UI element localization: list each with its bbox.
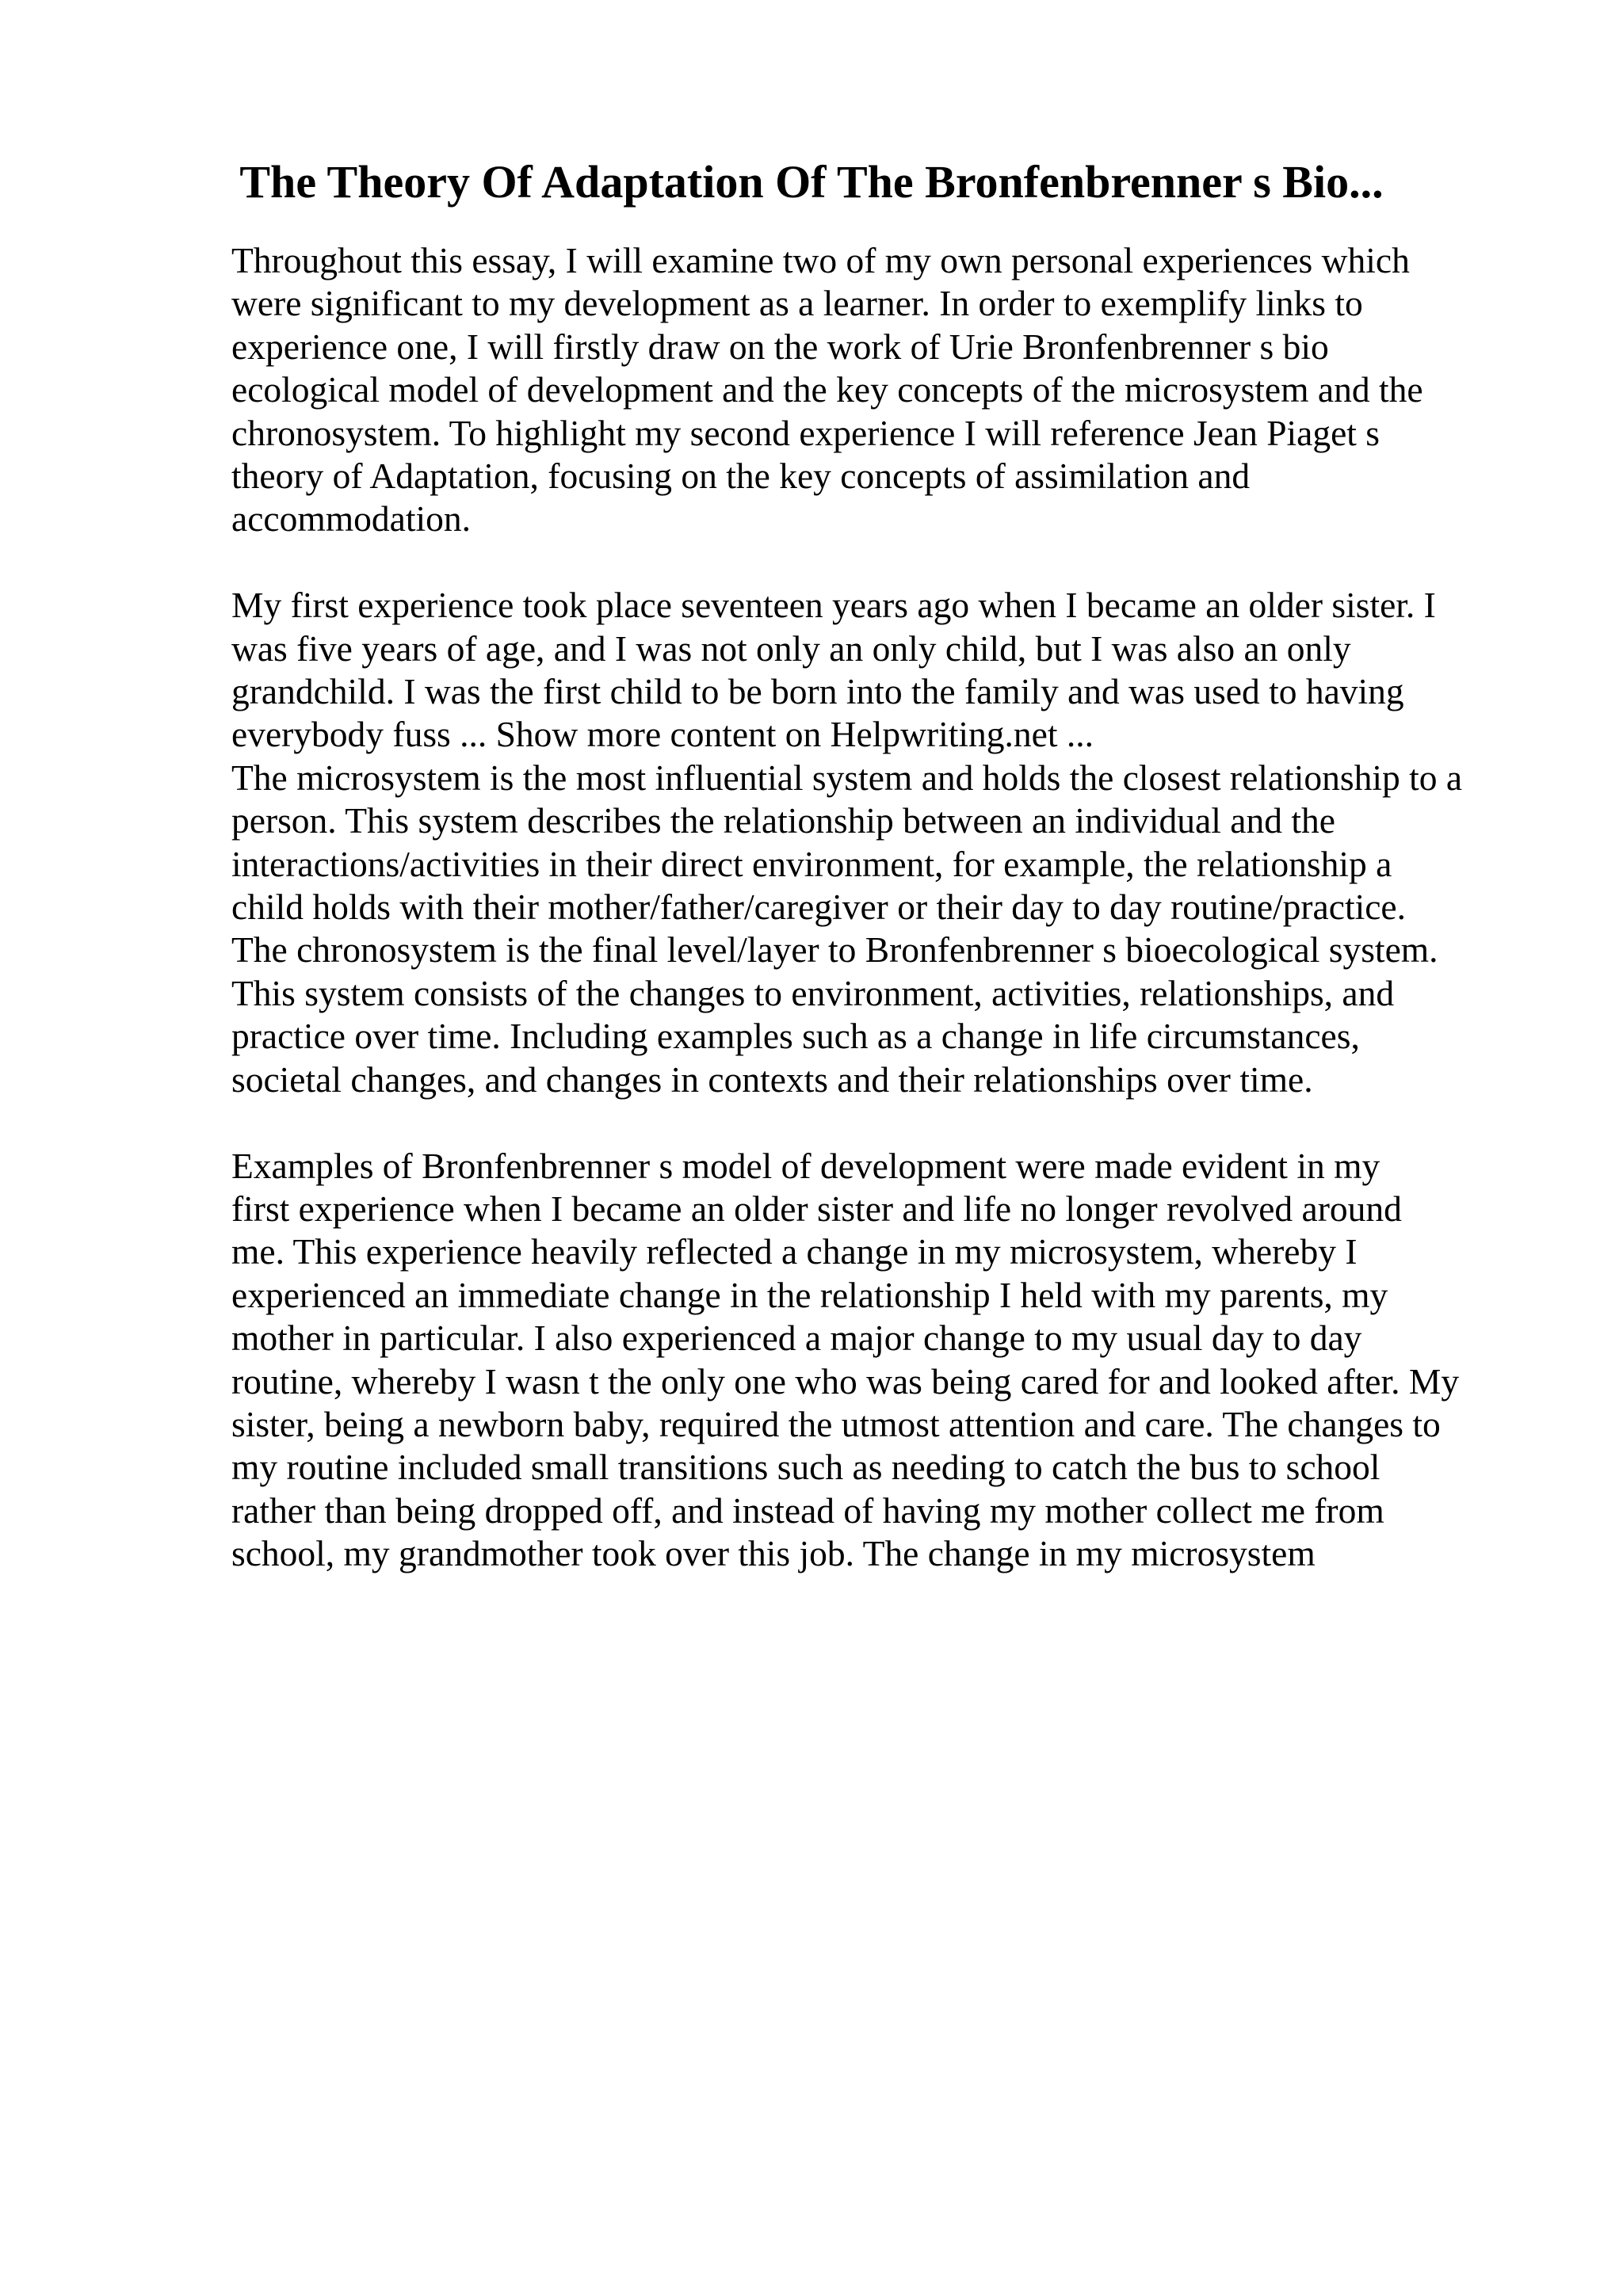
text-line: child holds with their mother/father/caregiver or their day to day routine/practice.	[231, 887, 1406, 928]
text-line: routine, whereby I wasn t the only one who was being cared for and looked after. My	[231, 1360, 1460, 1402]
text-line: interactions/activities in their direct environment, for example, the relationship a	[231, 843, 1392, 884]
paragraph-3	[231, 1145, 1539, 1576]
text-line: ecological model of development and the key concepts of the microsystem and the	[231, 369, 1423, 410]
document-body	[231, 239, 1539, 1576]
text-line: societal changes, and changes in contexts and their relationships over time.	[231, 1058, 1313, 1100]
text-line: The chronosystem is the final level/layer to Bronfenbrenner s bioecological system.	[231, 929, 1438, 971]
text-line: experienced an immediate change in the relationship I held with my parents, my	[231, 1274, 1388, 1315]
text-line: experience one, I will firstly draw on the work of Urie Bronfenbrenner s bio	[231, 326, 1329, 367]
text-line: me. This experience heavily reflected a change in my microsystem, whereby I	[231, 1231, 1358, 1272]
text-line: accommodation.	[231, 498, 471, 540]
text-line: was five years of age, and I was not only an only child, but I was also an only	[231, 627, 1351, 669]
text-line: mother in particular. I also experienced a major change to my usual day to day	[231, 1318, 1362, 1359]
text-line: theory of Adaptation, focusing on the key concepts of assimilation and	[231, 456, 1251, 497]
paragraph-1	[231, 239, 1539, 541]
paragraph-spacer	[231, 1101, 1539, 1144]
text-line: grandchild. I was the first child to be born into the family and was used to having	[231, 671, 1404, 712]
document-title: The Theory Of Adaptation Of The Bronfenbrenner s Bio...	[239, 156, 1384, 208]
text-line: The microsystem is the most influential system and holds the closest relationship to a	[231, 757, 1463, 798]
paragraph-2	[231, 584, 1539, 1101]
text-line: my routine included small transitions such as needing to catch the bus to school	[231, 1447, 1381, 1488]
text-line: school, my grandmother took over this job. The change in my microsystem	[231, 1533, 1316, 1574]
text-line: rather than being dropped off, and instead of having my mother collect me from	[231, 1489, 1384, 1531]
text-line: This system consists of the changes to environment, activities, relationships, and	[231, 972, 1395, 1013]
text-line: My first experience took place seventeen years ago when I became an older sister. I	[231, 585, 1436, 626]
text-line: person. This system describes the relationship between an individual and the	[231, 800, 1335, 841]
text-line: Examples of Bronfenbrenner s model of development were made evident in my	[231, 1145, 1381, 1186]
text-line: first experience when I became an older sister and life no longer revolved around	[231, 1188, 1402, 1229]
text-line: Throughout this essay, I will examine two of my own personal experiences which	[231, 240, 1410, 280]
text-line: were significant to my development as a learner. In order to exemplify links to	[231, 283, 1363, 324]
text-line: chronosystem. To highlight my second experience I will reference Jean Piaget s	[231, 412, 1381, 453]
text-line: everybody fuss ... Show more content on Helpwriting.net ...	[231, 714, 1094, 755]
paragraph-spacer	[231, 541, 1539, 584]
text-line: practice over time. Including examples such as a change in life circumstances,	[231, 1016, 1360, 1057]
text-line: sister, being a newborn baby, required the utmost attention and care. The changes to	[231, 1403, 1441, 1444]
